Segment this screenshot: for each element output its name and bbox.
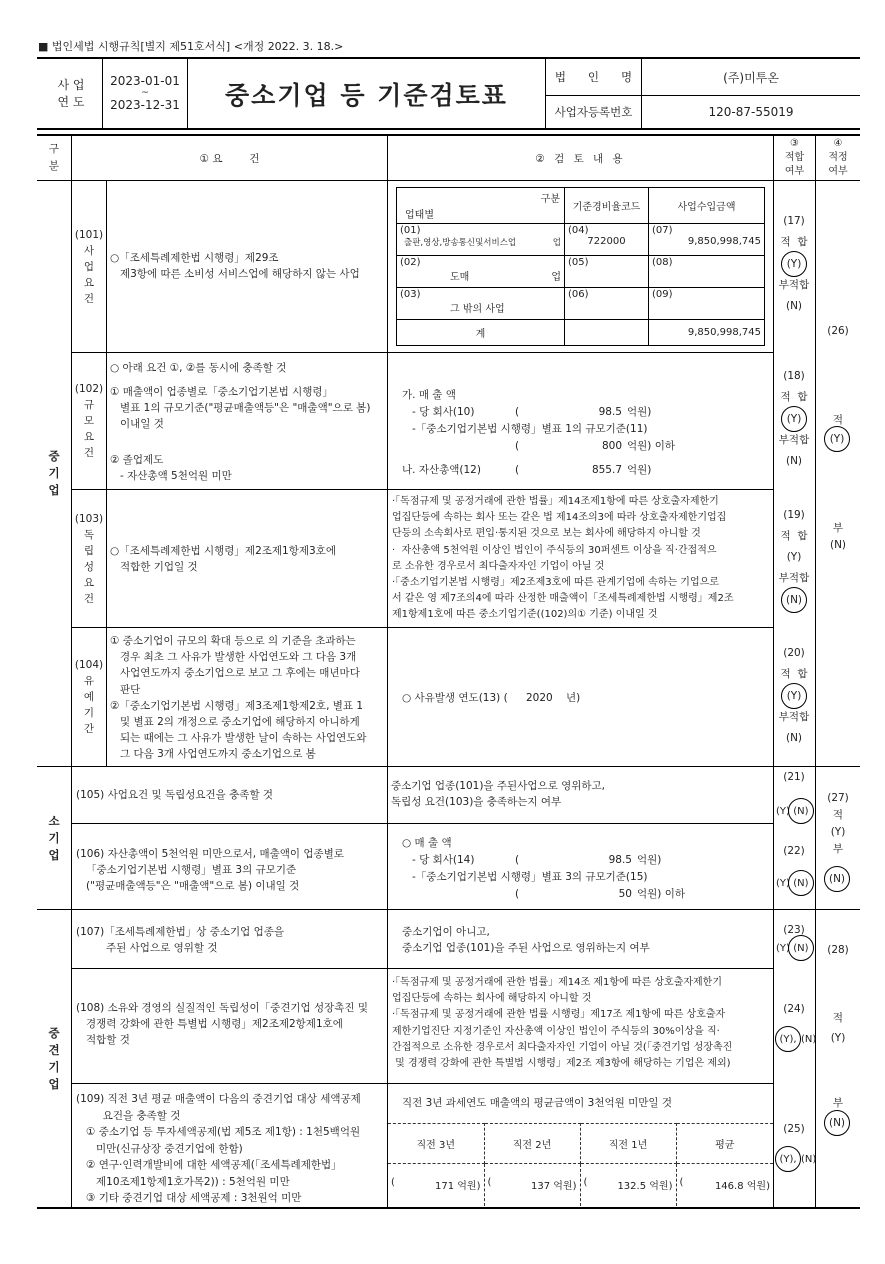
paren: ( xyxy=(391,1177,395,1189)
fit-19 xyxy=(773,507,815,613)
n-label: 부 xyxy=(832,843,844,855)
amount-cell xyxy=(649,256,765,288)
row-103-requirement: ○「조세특례제한법 시행령」제2조제1항제3호에 적합한 기업일 것 xyxy=(110,545,336,573)
row-102-review-a: 가. 매 출 액 xyxy=(402,389,456,401)
no: (08) xyxy=(652,257,673,268)
label-part: 기 xyxy=(48,830,60,845)
paren: ( xyxy=(515,464,520,476)
row-109-requirement: (109) 직전 3년 평균 매출액이 다음의 중견기업 대상 세액공제 요건을 충족할 것 ① 중소기업 등 투자세액공제(법 제5조 제1항) : 1천5백억원 미만(신규상장 중견기업에 한함) ② 연구·인력개발비에 대한 세액공제(「조세특례제한법」 제10조제1항제1호가목2)) : 5천억원 미만 ③ 기타 중견기업 대상 세액공제 : 3천원억 미만 xyxy=(76,1093,361,1204)
label-part: 연 도 xyxy=(57,94,85,109)
divider xyxy=(106,181,107,766)
page-title: 중소기업 등 기준검토표 xyxy=(225,80,508,110)
y-mark[interactable]: (Y) xyxy=(776,877,790,889)
label-part: ③ xyxy=(790,138,799,149)
name: 출판,영상,방송통신및서비스업 xyxy=(404,238,517,248)
label-part: 중 xyxy=(48,449,60,463)
corner-header xyxy=(397,188,565,224)
sales-cell xyxy=(388,1164,484,1206)
proper-28-y xyxy=(818,1008,858,1048)
label-part: 유 xyxy=(83,675,95,687)
fit-y-label: 적 합 xyxy=(780,668,808,680)
divider xyxy=(71,823,773,824)
fit-n-label: 부적합 xyxy=(778,711,810,723)
fit-22 xyxy=(776,870,814,896)
sales-value: 171 xyxy=(434,1181,455,1193)
code-cell xyxy=(565,288,649,320)
label-part: 업 xyxy=(48,1076,60,1091)
name: 그 밖의 사업 xyxy=(450,304,505,315)
no: (02) xyxy=(400,257,421,268)
row-106-requirement: (106) 자산총액이 5천억원 미만으로서, 매출액이 업종별로 「중소기업기본법 시행령」별표 3의 규모기준 ("평균매출액등"은 "매출액"으로 봄) 이내일 것 xyxy=(76,848,344,892)
divider xyxy=(387,136,388,1207)
unit: 억원) xyxy=(627,406,652,418)
fit-22-no: (22) xyxy=(783,845,805,857)
period-start: 2023-01-01 xyxy=(110,74,180,88)
row-107-review: 중소기업이 아니고, 중소기업 업종(101)을 주된 사업으로 영위하는지 여부 xyxy=(402,926,650,954)
row-102-review-a1-label: - 당 회사(10) xyxy=(402,406,475,418)
fit-n-label: 부적합 xyxy=(778,279,810,291)
industry-cell xyxy=(397,288,565,320)
paren: ( xyxy=(515,406,520,418)
fit-n-mark[interactable]: (N) xyxy=(785,732,803,744)
label-part: 업 xyxy=(48,483,60,497)
row-108-review: ·「독점규제 및 공정거래에 관한 법률」제14조 제1항에 따른 상호출자제한기 업집단등에 속하는 회사에 해당하지 아니할 것 ·「독점규제 및 공정거래에 관한 법률 시행령」제17조 제1항에 따른 상호출자 제한기업진단 지정기준인 자산총액 이상인 법인이 주식등의 30%이상을 직· 간접적으로 소유한 경우로서 최다출자자인 기업이 아닐 것(「중견기업 성장촉진 및 경쟁력 강화에 관한 특별법 시행령」제2조 제3항에 해당하는 기업은 제외) xyxy=(392,977,733,1070)
label-part: 여부 xyxy=(828,166,848,177)
fit-no: (20) xyxy=(783,647,805,659)
y-selected[interactable]: (Y), xyxy=(775,1026,801,1052)
mark[interactable]: (N) xyxy=(824,1110,850,1136)
fit-n-label: 부적합 xyxy=(778,434,810,446)
row-102-review-b-label: 나. 자산총액(12) xyxy=(402,464,481,476)
row-104-label xyxy=(72,628,106,766)
fit-n-selected[interactable]: (N) xyxy=(781,587,807,613)
label-part: 업 xyxy=(83,260,95,273)
row-105-review: 중소기업 업종(101)을 주된사업으로 영위하고, 독립성 요건(103)을 충족하는지 여부 xyxy=(391,780,606,808)
fit-y-label: 적 합 xyxy=(780,391,808,403)
fit-18 xyxy=(773,368,815,470)
label-part: 독 xyxy=(83,528,95,541)
no: (07) xyxy=(652,225,673,236)
row-106-review-a2-value: 50 xyxy=(618,888,632,900)
row-104-review-label: ○ 사유발생 연도(13) ( xyxy=(402,692,508,704)
fit-21-no: (21) xyxy=(783,771,805,783)
total-label: 계 xyxy=(397,320,565,346)
proper-28-no: (28) xyxy=(827,944,849,956)
sales-cell xyxy=(484,1164,580,1206)
header-bottom-border xyxy=(37,128,860,130)
fit-y-selected[interactable]: (Y) xyxy=(781,683,807,709)
label-part: 견 xyxy=(48,1042,60,1057)
fit-no: (18) xyxy=(783,370,805,382)
proper-28-n-label: 부 xyxy=(832,1097,844,1109)
row-102-review-a1-value: 98.5 xyxy=(598,406,622,418)
fit-n-mark[interactable]: (N) xyxy=(785,300,803,312)
name: 도매 xyxy=(450,272,470,283)
fit-y-mark[interactable]: (Y) xyxy=(786,551,802,563)
amount-cell xyxy=(649,288,765,320)
unit: 억원) 이하 xyxy=(637,888,686,900)
row-104-review-unit: 년) xyxy=(566,692,581,704)
sales-header: 직전 1년 xyxy=(580,1124,676,1164)
fit-24 xyxy=(775,1026,816,1052)
fit-23-no: (23) xyxy=(783,924,805,936)
label-part: ④ xyxy=(833,138,843,149)
sales-cell xyxy=(676,1164,773,1206)
y-label: 적 xyxy=(832,1012,844,1024)
y-mark[interactable]: (Y) xyxy=(830,1032,846,1044)
fit-y-selected[interactable]: (Y) xyxy=(781,406,807,432)
unit: 억원) xyxy=(746,1181,770,1193)
period-tilde: ~ xyxy=(141,88,149,98)
row-106-review-a1-value: 98.5 xyxy=(608,854,632,866)
row-107-requirement: (107)「조세특례제한법」상 중소기업 업종을 주된 사업으로 영위할 것 xyxy=(76,926,285,954)
row-104-requirement: ① 중소기업이 규모의 확대 등으로 의 기준을 초과하는 경우 최초 그 사유가 발생한 사업연도와 그 다음 3개 사업연도까지 중소기업으로 보고 그 후에는 매년마다 판단 ②「중소기업기본법 시행령」제3조제1항제2호, 별표 1 및 별표 2의 개정으로 중소기업에 해당하지 아니하게 되는 때에는 그 사유가 발생한 날이 속하는 사업연도와 그 다음 3개 사업연도까지 중소기업으로 봄 xyxy=(110,635,367,761)
col-requirement: ① 요 건 xyxy=(199,152,260,165)
paren: ( xyxy=(679,1177,684,1189)
fit-y-label: 적 합 xyxy=(780,236,808,248)
fit-25 xyxy=(775,1146,816,1172)
paren: ( xyxy=(515,440,520,452)
col-category xyxy=(37,136,71,180)
no: (05) xyxy=(568,257,589,268)
row-106-review-title: ○ 매 출 액 xyxy=(402,837,452,849)
mark[interactable]: (Y) xyxy=(824,426,850,452)
row-109-review-title: 직전 3년 과세연도 매출액의 평균금액이 3천억원 미만일 것 xyxy=(402,1097,673,1109)
label-part: 기 xyxy=(48,1059,60,1074)
suffix: 업 xyxy=(552,238,561,248)
row-code: (104) xyxy=(74,659,104,671)
label-part: 사 xyxy=(83,244,95,257)
period-end: 2023-12-31 xyxy=(110,98,180,112)
row-106-review-a2-label: -「중소기업기본법 시행령」별표 3의 규모기준(15) xyxy=(402,871,648,883)
industry-table xyxy=(396,187,765,346)
proper-27-n-selected[interactable] xyxy=(824,866,850,892)
paren: ( xyxy=(583,1177,588,1189)
paren: ( xyxy=(487,1177,492,1189)
fit-no: (19) xyxy=(783,509,805,521)
industry-cell xyxy=(397,256,565,288)
industry-cell xyxy=(397,224,565,256)
no: (03) xyxy=(400,289,421,300)
no: (09) xyxy=(652,289,673,300)
y-selected[interactable]: (Y), xyxy=(775,1146,801,1172)
table-row xyxy=(397,224,765,256)
unit: 억원) xyxy=(649,1181,673,1193)
divider xyxy=(71,352,773,353)
label-part: 중 xyxy=(48,1025,60,1040)
code: 722000 xyxy=(587,236,626,247)
sales-value: 132.5 xyxy=(617,1181,647,1193)
col-fit xyxy=(774,136,815,180)
paren: ( xyxy=(515,854,520,866)
proper-26-y-selected[interactable] xyxy=(824,426,850,452)
fiscal-year-label xyxy=(40,59,102,128)
label-part: 요 xyxy=(83,431,95,443)
label-part: 성 xyxy=(83,560,95,573)
amount: 9,850,998,745 xyxy=(687,236,761,247)
row-104-review-year: 2020 xyxy=(526,692,553,704)
row-102-review-b-value: 855.7 xyxy=(591,464,622,476)
table-bottom-border xyxy=(37,1207,860,1209)
label-part: 적합 xyxy=(784,152,805,163)
no: (04) xyxy=(568,225,589,236)
unit: 억원) xyxy=(457,1181,481,1193)
row-103-review: ·「독점규제 및 공정거래에 관한 법률」제14조제1항에 따른 상호출자제한기 업집단등에 속하는 회사 또는 같은 법 제14조의3에 따라 상호출자제한기업집 단등의 소속회사로 편입·통지된 것으로 보는 회사에 해당하지 아니할 것 · 자산총액 5천억원 이상인 법인이 주식등의 30퍼센트 이상을 직·간접적으 로 소유한 경우로서 최다출자자인 기업이 아닐 것 ·「중소기업기본법 시행령」제2조제3호에 따른 관계기업에 속하는 기업으로 서 같은 영 제7조의4에 따라 산정한 매출액이「조세특례제한법 시행령」제2조 제1항제1호에 따른 중소기업기준((102)의① 기준) 이내일 것 xyxy=(392,496,734,621)
n-mark[interactable]: (N) xyxy=(801,1153,817,1165)
divider xyxy=(71,1083,773,1084)
corner-top: 구분 xyxy=(540,194,560,205)
row-code: (101) xyxy=(74,228,104,241)
fit-20 xyxy=(773,645,815,747)
head-amount: 사업수입금액 xyxy=(649,188,765,224)
label-part: 구 xyxy=(48,143,60,155)
label-part: 립 xyxy=(83,544,95,557)
row-106-review-a1-label: - 당 회사(14) xyxy=(402,854,475,866)
sales-header: 직전 2년 xyxy=(484,1124,580,1164)
divider xyxy=(71,627,773,628)
label-part: 기 xyxy=(83,707,95,719)
label-part: 여부 xyxy=(784,166,805,177)
fit-25-no: (25) xyxy=(783,1123,805,1135)
total-amount: 9,850,998,745 xyxy=(649,320,765,346)
corp-name-value: (주)미투온 xyxy=(723,70,779,85)
amount-cell xyxy=(649,224,765,256)
divider xyxy=(37,766,860,767)
fit-n-label: 부적합 xyxy=(778,572,810,584)
n-mark[interactable]: (N) xyxy=(801,1033,817,1045)
label-part: 규 xyxy=(83,399,95,411)
label-part: 요 xyxy=(83,576,95,589)
table-row xyxy=(397,288,765,320)
corner-bottom: 업태별 xyxy=(405,210,434,221)
fit-21 xyxy=(776,798,814,824)
corp-name-label: 법 인 명 xyxy=(554,70,633,84)
y-label: 적 xyxy=(832,809,844,821)
sales-header: 직전 3년 xyxy=(388,1124,484,1164)
proper-27 xyxy=(818,790,858,858)
sales-cell xyxy=(580,1164,676,1206)
proper-26-no: (26) xyxy=(827,325,849,337)
code-cell xyxy=(565,256,649,288)
fit-n-mark[interactable]: (N) xyxy=(785,455,803,467)
label-part: 건 xyxy=(83,447,95,459)
row-101-label xyxy=(72,181,106,352)
table-row xyxy=(397,256,765,288)
label-part: 요 xyxy=(83,276,95,289)
no: (06) xyxy=(568,289,589,300)
label-part: 업 xyxy=(48,847,60,862)
label-part: 기 xyxy=(48,466,60,480)
n-selected[interactable]: (N) xyxy=(788,935,814,961)
group-mid xyxy=(37,910,71,1207)
proper-28-n-selected[interactable] xyxy=(824,1110,850,1136)
fit-17 xyxy=(773,213,815,315)
sales-value: 137 xyxy=(530,1181,551,1193)
divider xyxy=(37,909,860,910)
no: (27) xyxy=(827,792,849,804)
label-part: 적정 xyxy=(828,152,848,163)
head-code: 기준경비율코드 xyxy=(565,188,649,224)
row-102-req-2: ① 매출액이 업종별로「중소기업기본법 시행령」 별표 1의 규모기준("평균매출액등"은 "매출액"으로 봄) 이내일 것 xyxy=(110,386,371,430)
unit: 억원) 이하 xyxy=(627,440,676,452)
column-header-border xyxy=(37,180,860,181)
code-cell xyxy=(565,224,649,256)
fit-24-no: (24) xyxy=(783,1003,805,1015)
row-102-req-3: ② 졸업제도 - 자산총액 5천억원 미만 xyxy=(110,454,232,482)
y-mark[interactable]: (Y) xyxy=(830,826,846,838)
divider xyxy=(71,489,773,490)
label-part: 모 xyxy=(83,415,95,427)
col-review: ② 검 토 내 용 xyxy=(535,152,626,165)
row-code: (102) xyxy=(74,383,104,395)
row-102-label xyxy=(72,353,106,489)
unit: 억원) xyxy=(627,464,652,476)
fit-23 xyxy=(776,935,814,961)
label-part: 사 업 xyxy=(57,77,85,92)
group-sme xyxy=(37,181,71,766)
suffix: 업 xyxy=(551,272,561,283)
form-caption: ■ 법인세법 시행규칙[별지 제51호서식] <개정 2022. 3. 18.> xyxy=(38,40,344,53)
row-108-requirement: (108) 소유와 경영의 실질적인 독립성이「중견기업 성장촉진 및 경쟁력 강화에 관한 특별법 시행령」제2조제2항제1호에 적합할 것 xyxy=(76,1002,369,1046)
row-code: (103) xyxy=(74,512,104,525)
fit-y-label: 적 합 xyxy=(780,530,808,542)
paren: ( xyxy=(515,888,520,900)
biz-no-label: 사업자등록번호 xyxy=(554,105,633,119)
label-part: 소 xyxy=(48,813,60,828)
row-102-review-a2-label: -「중소기업기본법 시행령」별표 1의 규모기준(11) xyxy=(402,423,648,435)
mark[interactable]: (N) xyxy=(824,866,850,892)
n-selected[interactable]: (N) xyxy=(788,798,814,824)
col-proper xyxy=(816,136,860,180)
label-part: 간 xyxy=(83,723,95,735)
row-103-label xyxy=(72,490,106,627)
proper-26-y-label: 적 xyxy=(832,414,844,426)
proper-26-n xyxy=(818,520,858,554)
sales-header: 평균 xyxy=(676,1124,773,1164)
fit-y-selected[interactable]: (Y) xyxy=(781,251,807,277)
row-101-requirement: ○「조세특례제한법 시행령」제29조 제3항에 따른 소비성 서비스업에 해당하지 않는 사업 xyxy=(110,252,360,280)
no: (01) xyxy=(400,225,421,236)
n-selected[interactable]: (N) xyxy=(788,870,814,896)
n-label: 부 xyxy=(832,522,844,534)
y-mark[interactable]: (Y) xyxy=(776,805,790,817)
sales-table xyxy=(388,1123,773,1206)
label-part: 건 xyxy=(83,592,95,605)
row-105-requirement: (105) 사업요건 및 독립성요건을 충족할 것 xyxy=(76,789,274,801)
empty-cell xyxy=(565,320,649,346)
fit-no: (17) xyxy=(783,215,805,227)
group-small xyxy=(37,767,71,909)
unit: 억원) xyxy=(553,1181,577,1193)
n-mark[interactable]: (N) xyxy=(829,539,847,551)
unit: 억원) xyxy=(637,854,662,866)
table-total-row xyxy=(397,320,765,346)
row-102-review-a2-value: 800 xyxy=(601,440,622,452)
row-102-req-1: ○ 아래 요건 ①, ②를 동시에 충족할 것 xyxy=(110,362,287,374)
biz-no-value: 120-87-55019 xyxy=(708,105,794,119)
sales-values-row xyxy=(388,1164,773,1206)
sales-value: 146.8 xyxy=(714,1181,744,1193)
label-part: 분 xyxy=(48,160,60,172)
divider xyxy=(71,968,773,969)
y-mark[interactable]: (Y) xyxy=(776,942,790,954)
fiscal-period xyxy=(103,59,187,128)
label-part: 예 xyxy=(83,691,95,703)
label-part: 건 xyxy=(83,292,95,305)
